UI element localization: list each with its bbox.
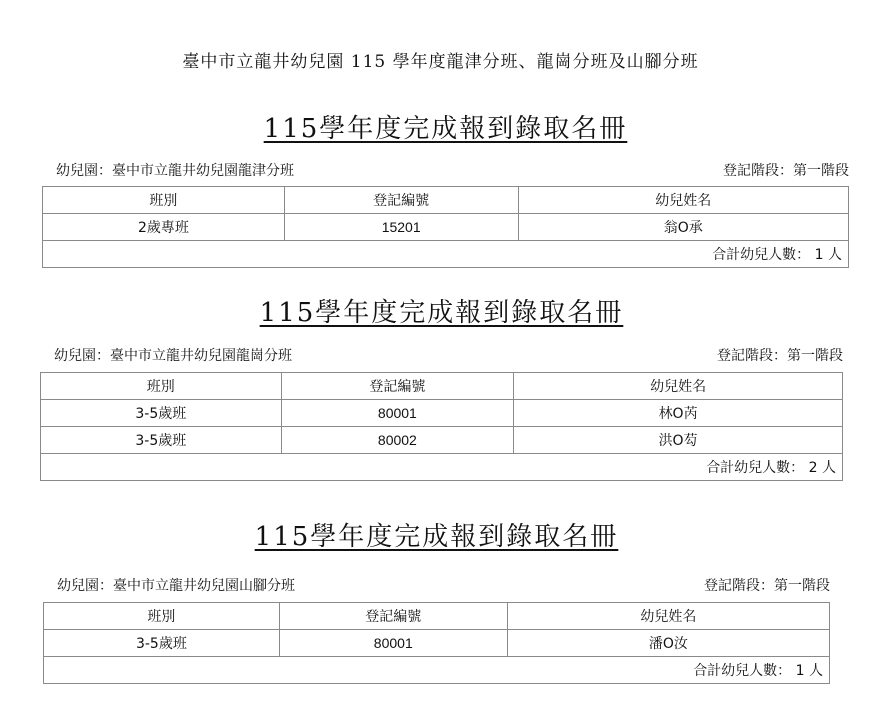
total-children-count: 合計幼兒人數： 1 人 bbox=[43, 241, 849, 268]
cell-name: 洪O芶 bbox=[514, 427, 843, 454]
cell-name: 潘O汝 bbox=[507, 630, 829, 657]
table-total-row bbox=[44, 657, 830, 684]
column-header-class: 班別 bbox=[43, 187, 285, 214]
school-name: 幼兒園：臺中市立龍井幼兒園龍津分班 bbox=[56, 163, 294, 179]
document-header-title: 臺中市立龍井幼兒園 115 學年度龍津分班、龍崗分班及山腳分班 bbox=[182, 52, 699, 72]
roster-section-shanjiao bbox=[43, 516, 830, 692]
column-header-number: 登記編號 bbox=[284, 187, 518, 214]
roster-section-longgang bbox=[40, 292, 843, 488]
section-title: 115學年度完成報到錄取名冊 bbox=[254, 522, 619, 552]
cell-class: 3-5歲班 bbox=[41, 400, 282, 427]
cell-class: 2歲專班 bbox=[43, 214, 285, 241]
registration-stage: 登記階段：第一階段 bbox=[704, 578, 830, 594]
cell-name: 林O芮 bbox=[514, 400, 843, 427]
roster-table bbox=[40, 372, 843, 481]
column-header-class: 班別 bbox=[44, 603, 280, 630]
registration-stage: 登記階段：第一階段 bbox=[723, 163, 849, 179]
registration-stage: 登記階段：第一階段 bbox=[717, 348, 843, 364]
cell-number: 80001 bbox=[279, 630, 507, 657]
column-header-number: 登記編號 bbox=[279, 603, 507, 630]
column-header-class: 班別 bbox=[41, 373, 282, 400]
table-row bbox=[41, 400, 843, 427]
roster-table bbox=[42, 186, 849, 268]
cell-number: 80002 bbox=[281, 427, 514, 454]
table-row bbox=[41, 427, 843, 454]
section-title: 115學年度完成報到錄取名冊 bbox=[259, 298, 624, 328]
cell-class: 3-5歲班 bbox=[44, 630, 280, 657]
school-name: 幼兒園：臺中市立龍井幼兒園山腳分班 bbox=[57, 578, 295, 594]
school-name: 幼兒園：臺中市立龍井幼兒園龍崗分班 bbox=[54, 348, 292, 364]
table-row bbox=[44, 630, 830, 657]
total-children-count: 合計幼兒人數： 1 人 bbox=[44, 657, 830, 684]
table-header-row bbox=[44, 603, 830, 630]
table-header-row bbox=[43, 187, 849, 214]
table-row bbox=[43, 214, 849, 241]
roster-table bbox=[43, 602, 830, 684]
column-header-name: 幼兒姓名 bbox=[518, 187, 848, 214]
column-header-name: 幼兒姓名 bbox=[514, 373, 843, 400]
roster-section-longjin bbox=[42, 108, 849, 272]
total-children-count: 合計幼兒人數： 2 人 bbox=[41, 454, 843, 481]
cell-number: 15201 bbox=[284, 214, 518, 241]
cell-number: 80001 bbox=[281, 400, 514, 427]
cell-name: 翁O承 bbox=[518, 214, 848, 241]
cell-class: 3-5歲班 bbox=[41, 427, 282, 454]
column-header-name: 幼兒姓名 bbox=[507, 603, 829, 630]
table-total-row bbox=[41, 454, 843, 481]
table-total-row bbox=[43, 241, 849, 268]
column-header-number: 登記編號 bbox=[281, 373, 514, 400]
table-header-row bbox=[41, 373, 843, 400]
section-title: 115學年度完成報到錄取名冊 bbox=[263, 114, 628, 144]
